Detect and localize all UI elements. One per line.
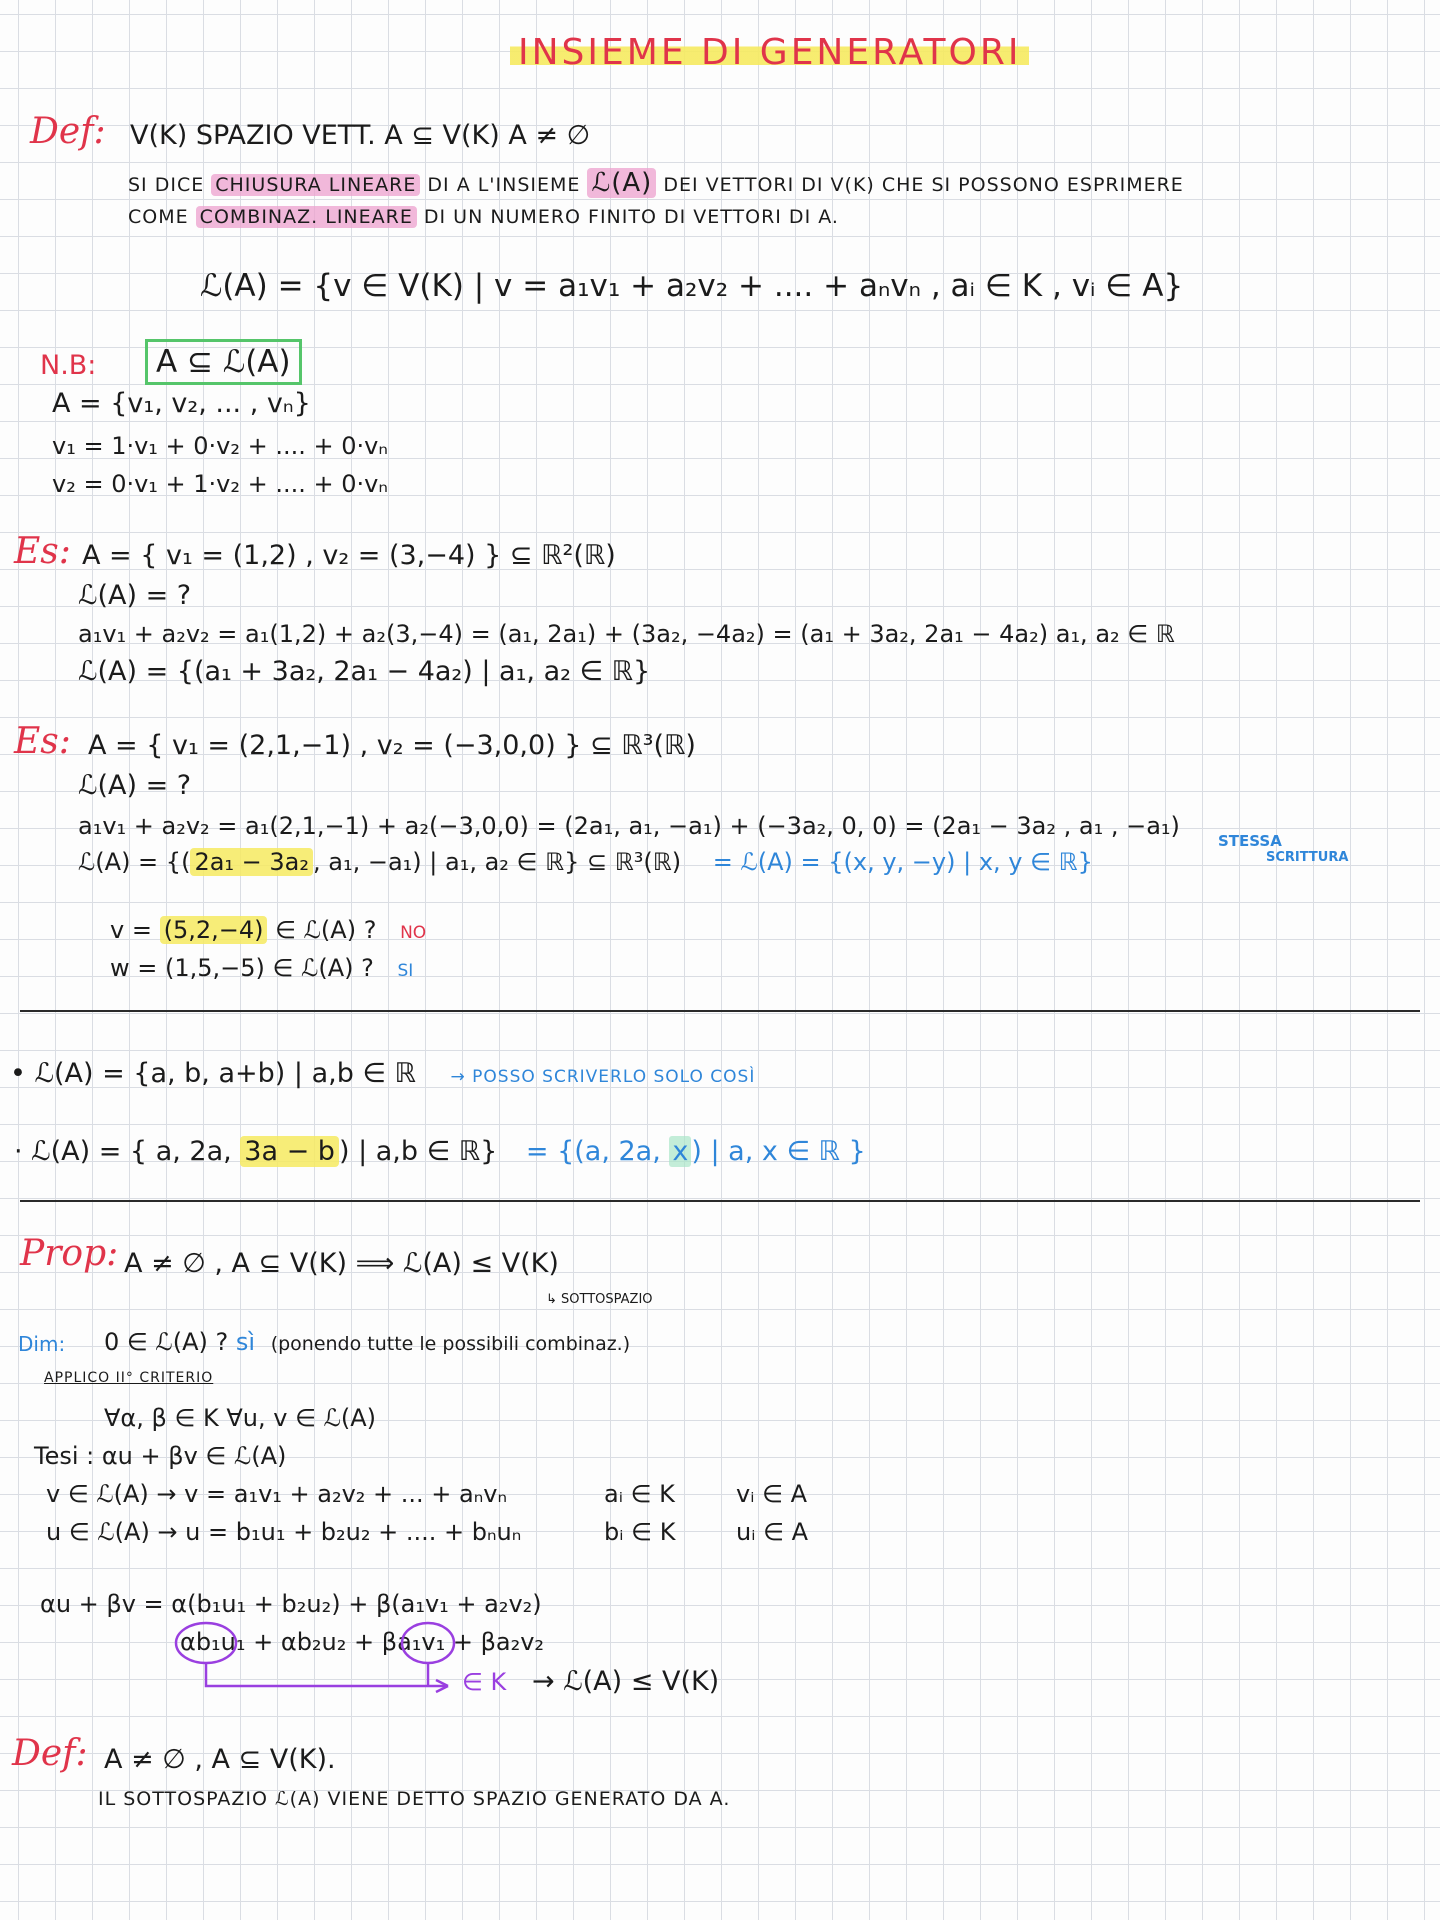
prop-label: Prop:: [20, 1233, 119, 1274]
es1-line-1: A = { v₁ = (1,2) , v₂ = (3,−4) } ⊆ ℝ²(ℝ): [82, 540, 616, 571]
es2-line-1: A = { v₁ = (2,1,−1) , v₂ = (−3,0,0) } ⊆ ℝ³(ℝ): [88, 730, 696, 761]
dim-note: (ponendo tutte le possibili combinaz.): [270, 1333, 631, 1355]
def-highlight-chiusura: CHIUSURA LINEARE: [211, 174, 420, 196]
crit-line-1: ∀α, β ∈ K ∀u, v ∈ ℒ(A): [104, 1404, 377, 1432]
es2-q1-post: ∈ ℒ(A) ?: [267, 916, 377, 944]
def-label: Def:: [30, 111, 106, 152]
dim-question: 0 ∈ ℒ(A) ?: [104, 1328, 229, 1356]
def-highlight-LA: ℒ(A): [587, 168, 656, 198]
bullet-1-text: • ℒ(A) = {a, b, a+b) | a,b ∈ ℝ: [10, 1058, 416, 1089]
combo-line-2: αb₁u₁ + αb₂u₂ + βa₁v₁ + βa₂v₂: [180, 1628, 545, 1656]
combo-line-1: αu + βv = α(b₁u₁ + b₂u₂) + β(a₁v₁ + a₂v₂): [40, 1590, 542, 1618]
es2-q1-highlight: (5,2,−4): [160, 916, 268, 944]
def-line-2-mid: DI A L'INSIEME: [420, 174, 588, 196]
nb-label: N.B:: [40, 350, 97, 381]
page-title: INSIEME DI GENERATORI: [510, 32, 1029, 73]
crit-line-2: Tesi : αu + βv ∈ ℒ(A): [34, 1442, 287, 1470]
def2-line-1: A ≠ ∅ , A ⊆ V(K).: [104, 1744, 336, 1775]
es1-line-4: ℒ(A) = {(a₁ + 3a₂, 2a₁ − 4a₂) | a₁, a₂ ∈ ℝ}: [78, 656, 651, 687]
crit-line-3-vec: vᵢ ∈ A: [736, 1480, 808, 1508]
def-line-3-pre: COME: [128, 206, 196, 228]
dim-answer: sì: [235, 1328, 256, 1356]
crit-line-3-coef: aᵢ ∈ K: [604, 1480, 675, 1508]
dim-label: Dim:: [18, 1332, 66, 1356]
es2-note-2: SCRITTURA: [1266, 850, 1349, 865]
def-line-1: V(K) SPAZIO VETT. A ⊆ V(K) A ≠ ∅: [130, 120, 591, 151]
bullet-2-pre: · ℒ(A) = { a, 2a,: [14, 1136, 241, 1167]
combo-purple-label: ∈ K: [462, 1668, 507, 1696]
es2-q1-answer: NO: [400, 923, 427, 943]
es2-line-4-post: , a₁, −a₁) | a₁, a₂ ∈ ℝ} ⊆ ℝ³(ℝ): [313, 848, 682, 876]
nb-boxed-text: A ⊆ ℒ(A): [148, 342, 299, 382]
def-formula: ℒ(A) = {v ∈ V(K) | v = a₁v₁ + a₂v₂ + .... + aₙvₙ , aᵢ ∈ K , vᵢ ∈ A}: [200, 268, 1184, 304]
def-line-3-post: DI UN NUMERO FINITO DI VETTORI DI A.: [416, 206, 839, 228]
crit-line-4-coef: bᵢ ∈ K: [604, 1518, 676, 1546]
crit-line-4: u ∈ ℒ(A) → u = b₁u₁ + b₂u₂ + .... + bₙuₙ: [46, 1518, 522, 1546]
prop-subspace: ↳ SOTTOSPAZIO: [546, 1292, 653, 1307]
combo-conclusion: → ℒ(A) ≤ V(K): [532, 1666, 720, 1697]
es2-line-4-pre: ℒ(A) = {(: [78, 848, 191, 876]
nb-line-3: v₂ = 0·v₁ + 1·v₂ + .... + 0·vₙ: [52, 470, 388, 498]
nb-line-2: v₁ = 1·v₁ + 0·v₂ + .... + 0·vₙ: [52, 432, 388, 460]
bullet-2-blue-pre: = {(a, 2a,: [525, 1136, 670, 1167]
es2-line-3: a₁v₁ + a₂v₂ = a₁(2,1,−1) + a₂(−3,0,0) = (2a₁, a₁, −a₁) + (−3a₂, 0, 0) = (2a₁ − 3a₂ , a₁ , −a₁): [78, 812, 1180, 840]
def-line-2-pre: SI DICE: [128, 174, 212, 196]
prop-line-1: A ≠ ∅ , A ⊆ V(K) ⟹ ℒ(A) ≤ V(K): [124, 1248, 559, 1279]
es2-label: Es:: [14, 721, 71, 762]
bullet-2-blue-x: x: [669, 1136, 691, 1167]
def2-label: Def:: [12, 1733, 88, 1774]
def2-line-2: IL SOTTOSPAZIO ℒ(A) VIENE DETTO SPAZIO GENERATO DA A.: [98, 1788, 731, 1810]
nb-line-1: A = {v₁, v₂, ... , vₙ}: [52, 388, 311, 419]
crit-line-3: v ∈ ℒ(A) → v = a₁v₁ + a₂v₂ + ... + aₙvₙ: [46, 1480, 508, 1508]
def-line-2-post: DEI VETTORI DI V(K) CHE SI POSSONO ESPRIMERE: [656, 174, 1184, 196]
es2-blue-equiv: = ℒ(A) = {(x, y, −y) | x, y ∈ ℝ}: [712, 848, 1093, 876]
bullet-2-highlight: 3a − b: [240, 1136, 339, 1167]
es2-q2-text: w = (1,5,−5) ∈ ℒ(A) ?: [110, 954, 374, 982]
es2-highlight: 2a₁ − 3a₂: [190, 848, 313, 876]
bullet-2-post: ) | a,b ∈ ℝ}: [338, 1136, 498, 1167]
es1-line-3: a₁v₁ + a₂v₂ = a₁(1,2) + a₂(3,−4) = (a₁, 2a₁) + (3a₂, −4a₂) = (a₁ + 3a₂, 2a₁ − 4a₂) a₁, a₂ ∈ ℝ: [78, 620, 1175, 648]
es1-label: Es:: [14, 531, 71, 572]
es2-line-2: ℒ(A) = ?: [78, 770, 192, 801]
bullet-2-blue-post: ) | a, x ∈ ℝ }: [691, 1136, 866, 1167]
criterion-heading: APPLICO II° CRITERIO: [44, 1370, 214, 1386]
crit-line-4-vec: uᵢ ∈ A: [736, 1518, 809, 1546]
es1-line-2: ℒ(A) = ?: [78, 580, 192, 611]
def-highlight-combinaz: COMBINAZ. LINEARE: [196, 206, 417, 228]
bullet-1-note: → POSSO SCRIVERLO SOLO COSÌ: [450, 1067, 756, 1087]
es2-q2-answer: SI: [397, 961, 414, 981]
es2-note-1: STESSA: [1218, 832, 1282, 850]
es2-q1-pre: v =: [110, 916, 160, 944]
